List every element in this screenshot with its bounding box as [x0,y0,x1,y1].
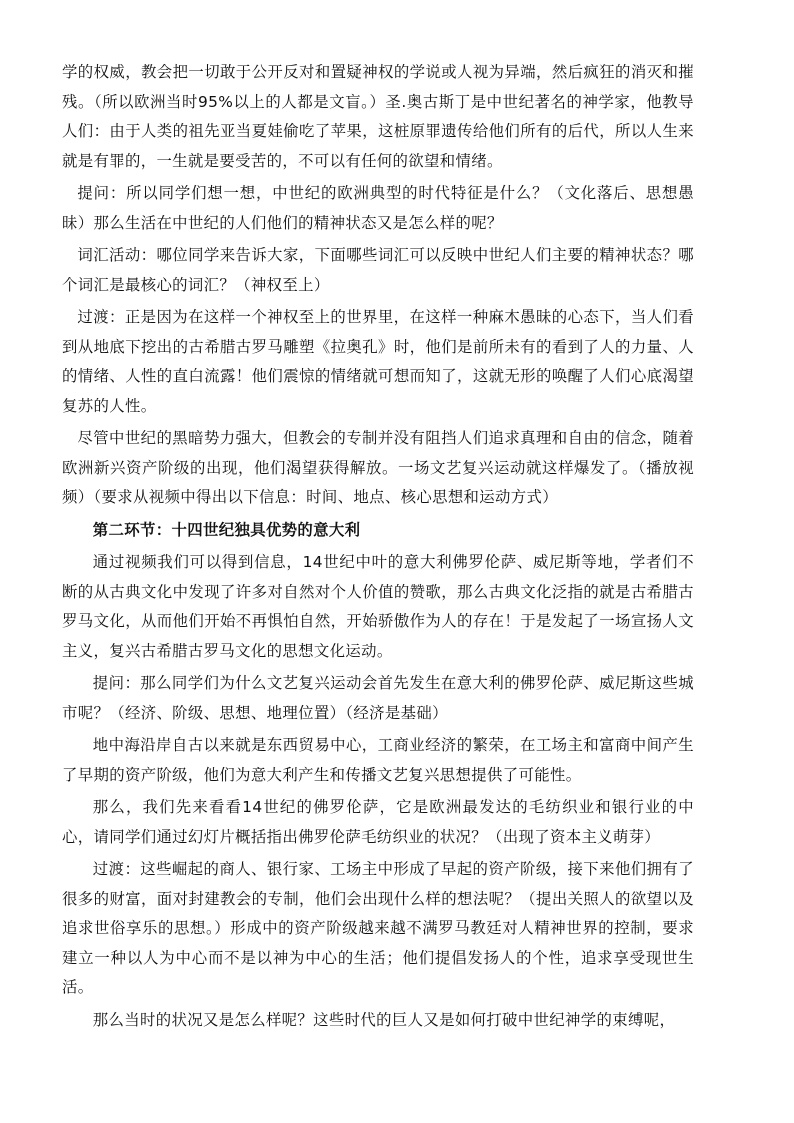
paragraph-transition-2: 过渡：这些崛起的商人、银行家、工场主中形成了早起的资产阶级，接下来他们拥有了很多的财富，面对封建教会的专制，他们会出现什么样的想法呢？（提出关照人的欲望以及追求世俗享乐的思想。）形成中的资产阶级越来越不满罗马教廷对人精神世界的控制，要求建立一种以人为中心而不是以神为中心的生活；他们提倡发扬人的个性，追求享受现世生活。 [62,860,694,996]
document-body [62,58,694,1038]
paragraph-question-1: 提问：所以同学们想一想，中世纪的欧洲典型的时代特征是什么？（文化落后、思想愚昧）那么生活在中世纪的人们他们的精神状态又是怎么样的呢？ [62,184,694,232]
paragraph-florence: 那么，我们先来看看14世纪的佛罗伦萨，它是欧洲最发达的毛纺织业和银行业的中心，请同学们通过幻灯片概括指出佛罗伦萨毛纺织业的状况？（出现了资本主义萌芽） [62,798,694,846]
paragraph-renaissance-intro: 尽管中世纪的黑暗势力强大，但教会的专制并没有阻挡人们追求真理和自由的信念，随着欧洲新兴资产阶级的出现，他们渴望获得解放。一场文艺复兴运动就这样爆发了。（播放视频）（要求从视频中得出以下信息：时间、地点、核心思想和运动方式） [62,429,694,506]
section-heading: 第二环节：十四世纪独具优势的意大利 [92,520,361,539]
paragraph-vocabulary-activity: 词汇活动：哪位同学来告诉大家，下面哪些词汇可以反映中世纪人们主要的精神状态？哪个词汇是最核心的词汇？（神权至上） [62,246,694,294]
paragraph-question-2: 提问：那么同学们为什么文艺复兴运动会首先发生在意大利的佛罗伦萨、威尼斯这些城市呢？（经济、阶级、思想、地理位置）（经济是基础） [62,674,694,722]
paragraph-video-info: 通过视频我们可以得到信息，14世纪中叶的意大利佛罗伦萨、威尼斯等地，学者们不断的从古典文化中发现了许多对自然对个人价值的赞歌，那么古典文化泛指的就是古希腊古罗马文化，从而他们开始不再惧怕自然，开始骄傲作为人的存在！于是发起了一场宣扬人文主义，复兴古希腊古罗马文化的思想文化运动。 [62,553,694,660]
paragraph-1: 学的权威，教会把一切敢于公开反对和置疑神权的学说或人视为异端，然后疯狂的消灭和摧残。（所以欧洲当时95%以上的人都是文盲。）圣.奥古斯丁是中世纪著名的神学家，他教导人们：由于人类的祖先亚当夏娃偷吃了苹果，这桩原罪遗传给他们所有的后代，所以人生来就是有罪的，一生就是要受苦的，不可以有任何的欲望和情绪。 [62,63,694,170]
paragraph-mediterranean: 地中海沿岸自古以来就是东西贸易中心，工商业经济的繁荣，在工场主和富商中间产生了早期的资产阶级，他们为意大利产生和传播文艺复兴思想提供了可能性。 [62,736,694,784]
paragraph-transition-1: 过渡：正是因为在这样一个神权至上的世界里，在这样一种麻木愚昧的心态下，当人们看到从地底下挖出的古希腊古罗马雕塑《拉奥孔》时，他们是前所未有的看到了人的力量、人的情绪、人性的直白流露！他们震惊的情绪就可想而知了，这就无形的唤醒了人们心底渴望复苏的人性。 [62,308,694,415]
paragraph-final: 那么当时的状况又是怎么样呢？这些时代的巨人又是如何打破中世纪神学的束缚呢， [92,1010,676,1029]
